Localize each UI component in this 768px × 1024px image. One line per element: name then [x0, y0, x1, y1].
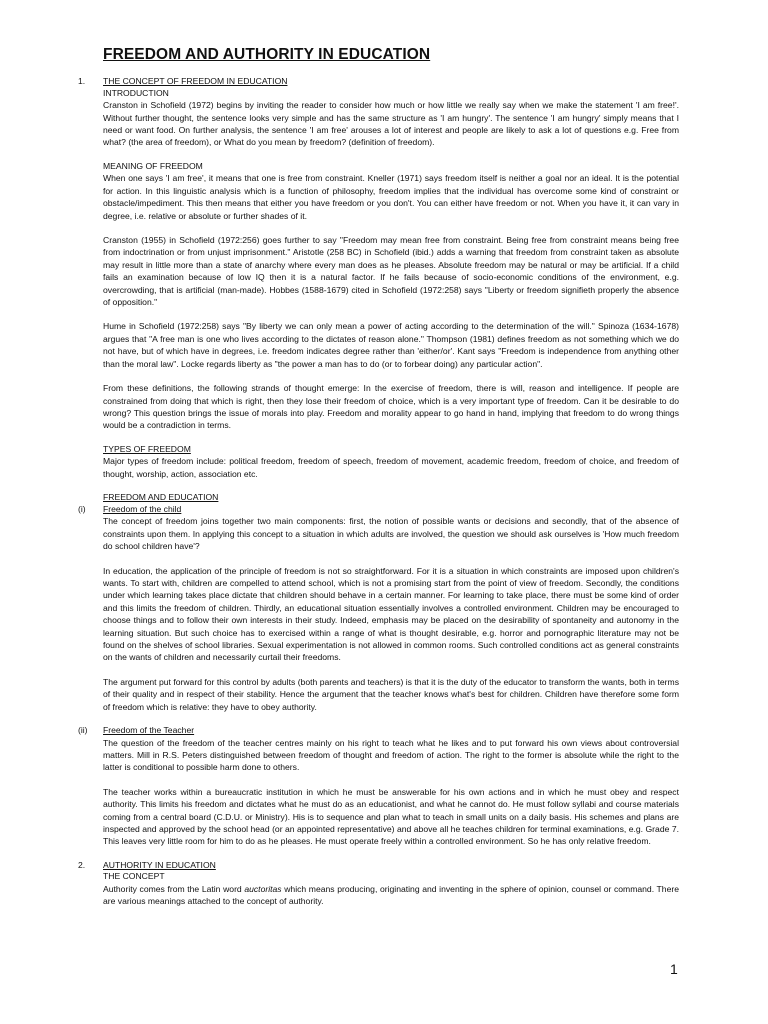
- section-heading: THE CONCEPT OF FREEDOM IN EDUCATION: [103, 76, 288, 86]
- page-number: 1: [670, 961, 678, 977]
- paragraph-meaning-2: Cranston (1955) in Schofield (1972:256) goes further to say "Freedom may mean free from constraint. Being free from constraint means being free from indoctrination or from unjust imprisonment." Aristotle (258 BC) in Schofield (ibid.) adds a warning that freedom from constraint taken as absolute may result in little more than a state of anarchy where every man does as he pleases. Absolute freedom may be natural or may be artificial. If a child fails an examination because of low IQ then it is a natural factor. If he fails because of socio-economic conditions of the environment, e.g. overcrowding, that is artificial (man-made). Hobbes (1588-1679) cited in Schofield (1972:258) says "Liberty or freedom signifieth properly the absence of opposition.": [103, 235, 679, 308]
- paragraph-meaning-3: Hume in Schofield (1972:258) says "By liberty we can only mean a power of acting according to the determination of the will." Spinoza (1634-1678) argues that "A free man is one who lives according to the dictates of reason alone." Thompson (1981) defines freedom as not something which we do not have, but of which have in degrees, i.e. freedom indicates degree rather than 'either/or'. Kant says "Freedom is independence from anything other than the moral law". Locke regards liberty as "the power a man has to do (or to forbear doing) any particular action".: [103, 321, 679, 369]
- subheading-teacher: Freedom of the Teacher: [103, 725, 195, 735]
- document-title: FREEDOM AND AUTHORITY IN EDUCATION: [103, 46, 431, 63]
- section-1: [78, 76, 679, 848]
- subheading-types: TYPES OF FREEDOM: [103, 443, 191, 454]
- subsection-number: (ii): [78, 725, 88, 735]
- paragraph-concept: [103, 883, 679, 908]
- concept-text-start: Authority comes from the Latin word: [103, 884, 245, 895]
- subheading-concept: THE CONCEPT: [103, 871, 165, 882]
- paragraph-meaning-1: When one says 'I am free', it means that one is free from constraint. Kneller (1971) says freedom itself is neither a goal nor an ideal. It is the potential for action. In this linguistic analysis which is a function of philosophy, freedom implies that the individual has overcome some kind of constraint or obstacle/impediment. This then means that either you have freedom or you don't. You can either have freedom or not. When you have it, it can vary in degree, i.e. relative or absolute or further shades of it.: [103, 173, 679, 221]
- paragraph-child-3: The argument put forward for this control by adults (both parents and teachers) is that it is the duty of the educator to transform the wants, both in terms of their quality and in respect of their stability. Hence the argument that the teacher knows what's best for children. Children have therefore some form of freedom which is relative: they have to obey authority.: [103, 676, 679, 712]
- section-heading: AUTHORITY IN EDUCATION: [103, 859, 216, 870]
- section-number: 2.: [78, 859, 86, 870]
- subsection-teacher: [78, 725, 679, 848]
- subsection-child: [78, 503, 679, 713]
- document-body: [0, 76, 768, 908]
- section-2: [78, 859, 679, 908]
- paragraph-teacher-2: The teacher works within a bureaucratic institution in which he must be answerable for his own actions and in which he must obey and respect authority. This limits his freedom and dictates what he must do as an educationist, and what he cannot do. He must follow syllabi and course materials coming from a central board (C.D.U. or Ministry). His is to sequence and plan what to teach in small units on a daily basis. His schemes and plans are inspected and approved by the school head (or an appointed representative) and above all he teaches children for terminal examinations, e.g. Grade 7. This leaves very little room for him to do as he pleases. He must operate freely within a controlled environment. So he has only relative freedom.: [103, 786, 679, 847]
- latin-term: auctoritas: [244, 884, 282, 895]
- paragraph-meaning-4: From these definitions, the following strands of thought emerge: In the exercise of freedom, there is will, reason and intelligence. If people are constrained from doing that which is right, then they lose their freedom of choice, which is a very important type of freedom. Can it be desirable to do wrong? This question brings the issue of morals into play. Freedom and morality appear to go hand in hand, implying that freedom to do wrong things would be a contradiction in terms.: [103, 383, 679, 431]
- concept-text-end: which means producing, originating and inventing in the sphere of opinion, counsel or command. There are various meanings attached to the concept of authority.: [103, 884, 679, 907]
- subheading-meaning: MEANING OF FREEDOM: [103, 160, 203, 171]
- subheading-freedom-education: FREEDOM AND EDUCATION: [103, 492, 219, 503]
- subsection-number: (i): [78, 503, 86, 514]
- paragraph-child-2: In education, the application of the principle of freedom is not so straightforward. For it is a situation in which constraints are imposed upon children's wants. To start with, children are compelled to attend school, which is not a promising start from the point of view of freedom. Secondly, the conditions under which learning takes place dictate that children should behave in a certain manner. For learning to take place, there must be some kind of order and this limits the freedom of children. Thirdly, an educational situation essentially involves a controlled environment. Children may be encouraged to choose things and to follow their own interests in their study. Indeed, emphasis may be placed on the desirability of spontaneity and autonomy in the learning situation. But such choice has to exercised within a range of what is thought desirable, e.g. horror and pornographic literature may not be found on the shelves of school libraries. Sexual experimentation is not allowed in common rooms. Such controlled conditions act as general constraints on the wants of children and necessarily curtail their freedoms.: [103, 565, 679, 663]
- paragraph-types: Major types of freedom include: political freedom, freedom of speech, freedom of movement, academic freedom, freedom of choice, and freedom of thought, worship, action, association etc.: [103, 456, 679, 479]
- paragraph-child-1: The concept of freedom joins together two main components: first, the notion of possible wants or decisions and secondly, that of the absence of constraints upon them. In applying this concept to a situation in which adults are involved, the question we should ask ourselves is 'How much freedom do school children have'?: [103, 516, 679, 552]
- subheading-introduction: INTRODUCTION: [103, 87, 169, 98]
- subheading-child: Freedom of the child: [103, 503, 182, 514]
- paragraph-introduction: Cranston in Schofield (1972) begins by inviting the reader to consider how much or how little we really say when we make the statement 'I am free!'. Without further thought, the sentence looks very simple and has the same structure as 'I am hungry'. The sentence 'I am hungry' simply means that I need or want food. On further analysis, the sentence 'I am free' arouses a lot of interest and people are likely to ask a lot of questions e.g. Free from what? (the area of freedom), or What do you mean by freedom? (definition of freedom).: [103, 100, 679, 148]
- section-number: 1.: [78, 76, 86, 86]
- paragraph-teacher-1: The question of the freedom of the teacher centres mainly on his right to teach what he likes and to put forward his own views about controversial matters. Mill in R.S. Peters distinguished between freedom of thought and freedom of action. The right to the former is absolute while the right to the latter is conditional to possible harm done to others.: [103, 737, 679, 773]
